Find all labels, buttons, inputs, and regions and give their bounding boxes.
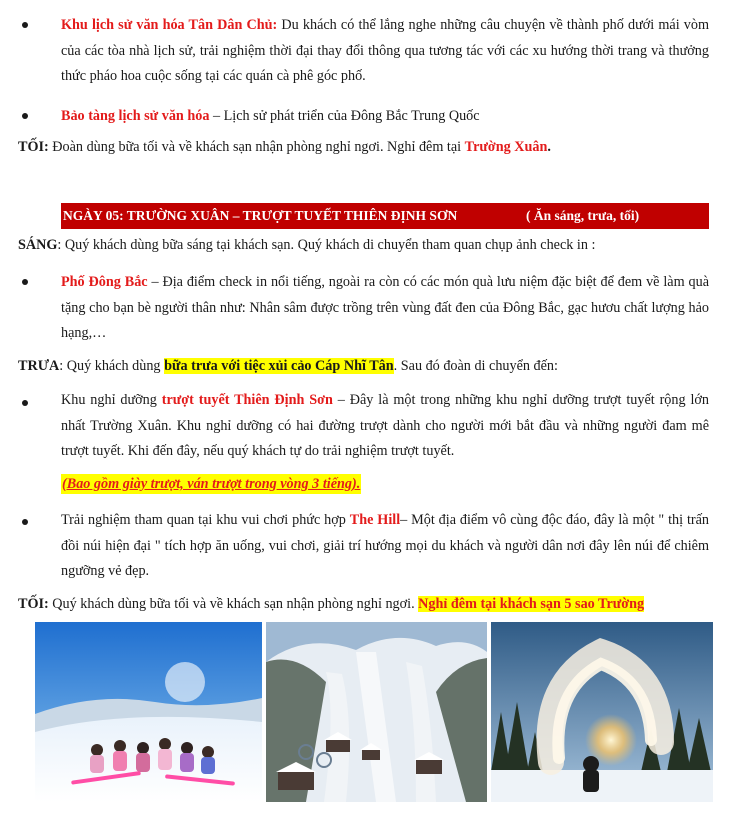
day-5-meals: ( Ăn sáng, trưa, tối): [526, 208, 640, 223]
bullet-the-hill: [61, 508, 709, 585]
bullet-pre: Trải nghiệm tham quan tại khu vui chơi phức hợp: [61, 512, 350, 528]
evening-highlight: Nghỉ đêm tại khách sạn 5 sao Trường: [418, 596, 645, 612]
bullet-tan-dan-chu: [61, 13, 709, 90]
bullet-text: – Đây là một trong những khu nghỉ dưỡng trượt tuyết rộng lớn nhất Trường Xuân. Khu nghỉ dưỡng có hai đường trượt dành cho người mới bắt đầu và những người đam mê trượt tuyết. Khi đến đây, nếu quý khách tự do trải nghiệm trượt tuyết.: [61, 392, 709, 459]
bullet-dot: [22, 22, 30, 30]
morning-line: [18, 234, 714, 256]
bullet-text: – Địa điểm check in nổi tiếng, ngoài ra còn có các món quà lưu niệm đặc biệt để đem về làm quà tặng cho bạn bè người thân như: Nhân sâm được trồng trên vùng đất đen của Đông Bắc, gạc hươu chất lượng hảo hạng,…: [61, 274, 709, 341]
photo-ski-resort: [266, 622, 487, 802]
bullet-title: The Hill: [349, 512, 401, 528]
bullet-title: Phố Đông Bắc: [61, 274, 148, 290]
noon-highlight: bữa trưa với tiệc xủi cảo Cáp Nhĩ Tân: [164, 358, 394, 374]
bullet-text: Du khách có thể lắng nghe những câu chuyện về thành phố dưới mái vòm của các tòa nhà lịch sử, trải nghiệm thời đại thay đổi thông qua tương tác với các xu hướng thời trang và thưởng thức pháo hoa cuộc sống tại các quán cà phê góc phố.: [61, 17, 709, 84]
morning-text: : Quý khách dùng bữa sáng tại khách sạn. Quý khách di chuyển tham quan chụp ảnh check in :: [57, 237, 596, 253]
noon-line: [18, 355, 714, 377]
noon-text: : Quý khách dùng: [59, 358, 165, 374]
evening-place: Trường Xuân: [464, 139, 548, 155]
photo-skiers: [35, 622, 262, 802]
photo-snow-arc: [491, 622, 713, 802]
evening-line-1: [18, 136, 714, 158]
evening-line-2: [18, 593, 714, 615]
day-5-title: NGÀY 05: TRƯỜNG XUÂN – TRƯỢT TUYẾT THIÊN ĐỊNH SƠN: [63, 208, 458, 223]
bullet-title: Bảo tàng lịch sử văn hóa: [61, 108, 210, 124]
evening-end: .: [547, 139, 551, 155]
day-5-banner: [61, 203, 709, 229]
bullet-title: trượt tuyết Thiên Định Sơn: [161, 392, 333, 408]
evening-text: Đoàn dùng bữa tối và về khách sạn nhận phòng nghỉ ngơi. Nghỉ đêm tại: [48, 139, 465, 155]
evening-label: TỐI:: [18, 596, 49, 612]
bullet-text: – Lịch sử phát triển của Đông Bắc Trung Quốc: [209, 108, 480, 124]
bullet-dot: [22, 113, 30, 121]
photo-skiers-image: [35, 622, 262, 802]
bullet-thien-dinh-son: [61, 388, 709, 465]
bullet-pre: Khu nghỉ dưỡng: [61, 392, 162, 408]
noon-label: TRƯA: [18, 358, 60, 374]
bullet-title: Khu lịch sử văn hóa Tân Dân Chủ:: [61, 17, 278, 33]
evening-text: Quý khách dùng bữa tối và về khách sạn nhận phòng nghỉ ngơi.: [48, 596, 419, 612]
bullet-dot: [22, 400, 30, 408]
photo-ski-resort-image: [266, 622, 487, 802]
bullet-bao-tang: [61, 104, 709, 130]
photo-snow-arc-image: [491, 622, 713, 802]
noon-text-2: . Sau đó đoàn di chuyển đến:: [393, 358, 558, 374]
morning-label: SÁNG: [18, 237, 58, 253]
bullet-pho-dong-bac: [61, 270, 709, 347]
evening-label: TỐI:: [18, 139, 49, 155]
bullet-text: – Một địa điểm vô cùng độc đáo, đây là một " thị trấn đồi núi hiện đại " tích hợp ăn uống, vui chơi, giải trí hướng mọi du khách và người dân nơi đây lên núi để chiêm ngưỡng vẻ đẹp.: [61, 512, 709, 579]
equipment-note: (Bao gồm giày trượt, ván trượt trong vòng 3 tiếng).: [62, 476, 361, 492]
bullet-dot: [22, 519, 30, 527]
bullet-dot: [22, 279, 30, 287]
